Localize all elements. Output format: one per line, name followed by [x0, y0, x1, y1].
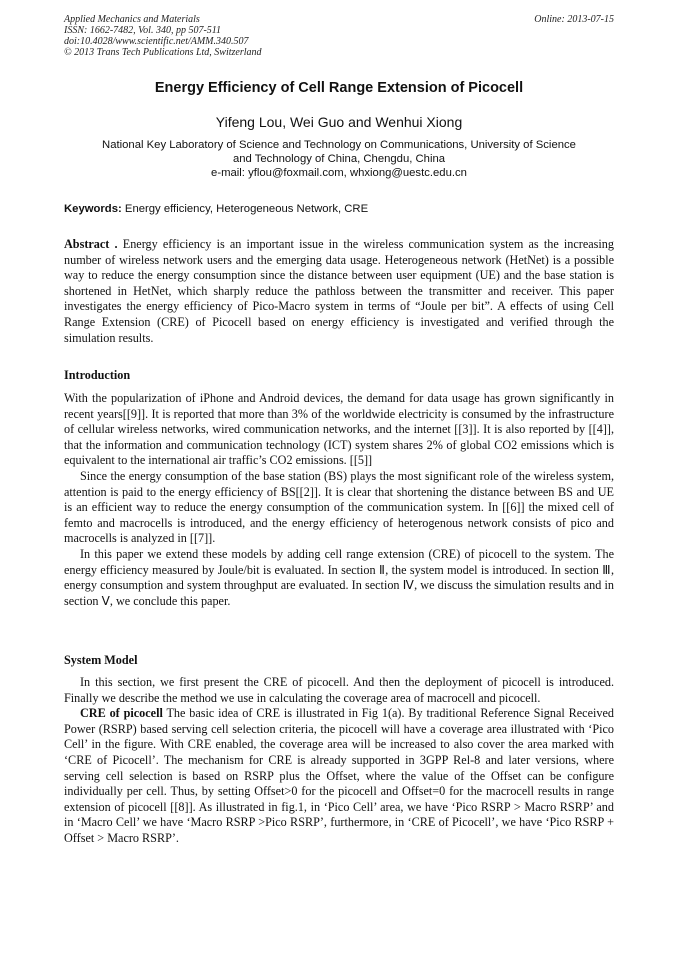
system-paragraph-1: In this section, we first present the CRE of picocell. And then the deployment of picocell is introduced. Finally we describe the method we use in calculating the coverage area of macrocell and picocell. — [64, 675, 614, 705]
doi-line[interactable]: doi:10.4028/www.scientific.net/AMM.340.507 — [64, 36, 249, 47]
affiliation-line-2: and Technology of China, Chengdu, China — [232, 153, 446, 165]
abstract — [64, 237, 614, 346]
paper-authors: Yifeng Lou, Wei Guo and Wenhui Xiong — [215, 114, 463, 130]
keywords — [64, 203, 616, 215]
introduction-section — [64, 391, 614, 609]
system-model-section — [64, 675, 614, 847]
copyright-line: © 2013 Trans Tech Publications Ltd, Switzerland — [64, 47, 262, 58]
cre-text: The basic idea of CRE is illustrated in Fig 1(a). By traditional Reference Signal Received Power (RSRP) based serving cell selection criteria, the picocell will have a coverage area illustrated with ‘Pico Cell’ in the figure. With CRE enabled, the coverage area will be increased to also cover the area marked with ‘CRE of Picocell’. The mechanism for CRE is already supported in 3GPP Rel-8 and later versions, where serving cell selection is based on RSRP plus the Offset, where the value of the Offset can be configure individually per cell. Thus, by setting Offset>0 for the picocell and Offset=0 for the macrocell results in range extension of picocell [[8]]. As illustrated in fig.1, in ‘Pico Cell’ area, we have ‘Pico RSRP > Macro RSRP’ and in ‘Macro Cell’ we have ‘Macro RSRP >Pico RSRP’, furthermore, in ‘CRE of Picocell’, we have ‘Pico RSRP + Offset > Macro RSRP’. — [64, 706, 614, 845]
journal-header — [64, 14, 262, 58]
system-paragraph-2 — [64, 706, 614, 846]
keywords-text: Energy efficiency, Heterogeneous Network, CRE — [121, 203, 369, 215]
affiliation-line-1: National Key Laboratory of Science and Technology on Communications, University of Science — [102, 139, 576, 151]
introduction-heading: Introduction — [64, 368, 131, 382]
online-date: Online: 2013-07-15 — [534, 14, 614, 25]
abstract-text: Energy efficiency is an important issue in the wireless communication system as the increasing number of wireless network users and the emerging data usage. Heterogeneous network (HetNet) is a possible way to reduce the energy consumption since the distance between user equipment (UE) and the base station is shortened in HetNet, which sharply reduce the pathloss between the transmitter and receiver. This paper investigates the energy efficiency of Pico-Macro system in terms of “Joule per bit”. A effects of using Cell Range Extension (CRE) of Picocell based on energy efficiency is investigated and verified through the simulation results. — [64, 237, 614, 345]
paper-title: Energy Efficiency of Cell Range Extension of Picocell — [154, 80, 524, 96]
intro-paragraph-3: In this paper we extend these models by adding cell range extension (CRE) of picocell to the system. The energy efficiency measured by Joule/bit is evaluated. In section Ⅱ, the system model is introduced. In section Ⅲ, energy consumption and system throughput are evaluated. In section Ⅳ, we discuss the simulation results and in section Ⅴ, we conclude this paper. — [64, 546, 614, 608]
issn-line: ISSN: 1662-7482, Vol. 340, pp 507-511 — [64, 25, 222, 36]
system-model-heading: System Model — [64, 653, 138, 667]
abstract-label: Abstract . — [64, 237, 118, 251]
keywords-label: Keywords: — [64, 203, 122, 215]
intro-paragraph-2: Since the energy consumption of the base station (BS) plays the most significant role of the wireless system, attention is paid to the energy efficiency of BS[[2]]. It is clear that shortening the distance between BS and UE is an efficient way to reduce the energy consumption of the communication system. In [[6]] the mixed cell of femto and macrocells is introduced, and the energy efficiency of heterogenous network consists of pico and macrocells is analyzed in [[7]]. — [64, 468, 614, 546]
intro-paragraph-1: With the popularization of iPhone and Android devices, the demand for data usage has grown significantly in recent years[[9]]. It is reported that more than 3% of the worldwide electricity is consumed by the infrastructure of cellular wireless networks, wired communication networks, and the internet [[3]]. It is also reported by [[4]], that the information and communication technology (ICT) system shares 2% of global CO2 emissions which is equivalent to the international air traffic’s CO2 emissions. [[5]] — [64, 391, 614, 468]
affiliation — [64, 138, 614, 180]
journal-name: Applied Mechanics and Materials — [64, 14, 200, 25]
email-line[interactable]: e-mail: yflou@foxmail.com, whxiong@uestc.edu.cn — [211, 167, 467, 179]
cre-subheading: CRE of picocell — [80, 706, 163, 721]
